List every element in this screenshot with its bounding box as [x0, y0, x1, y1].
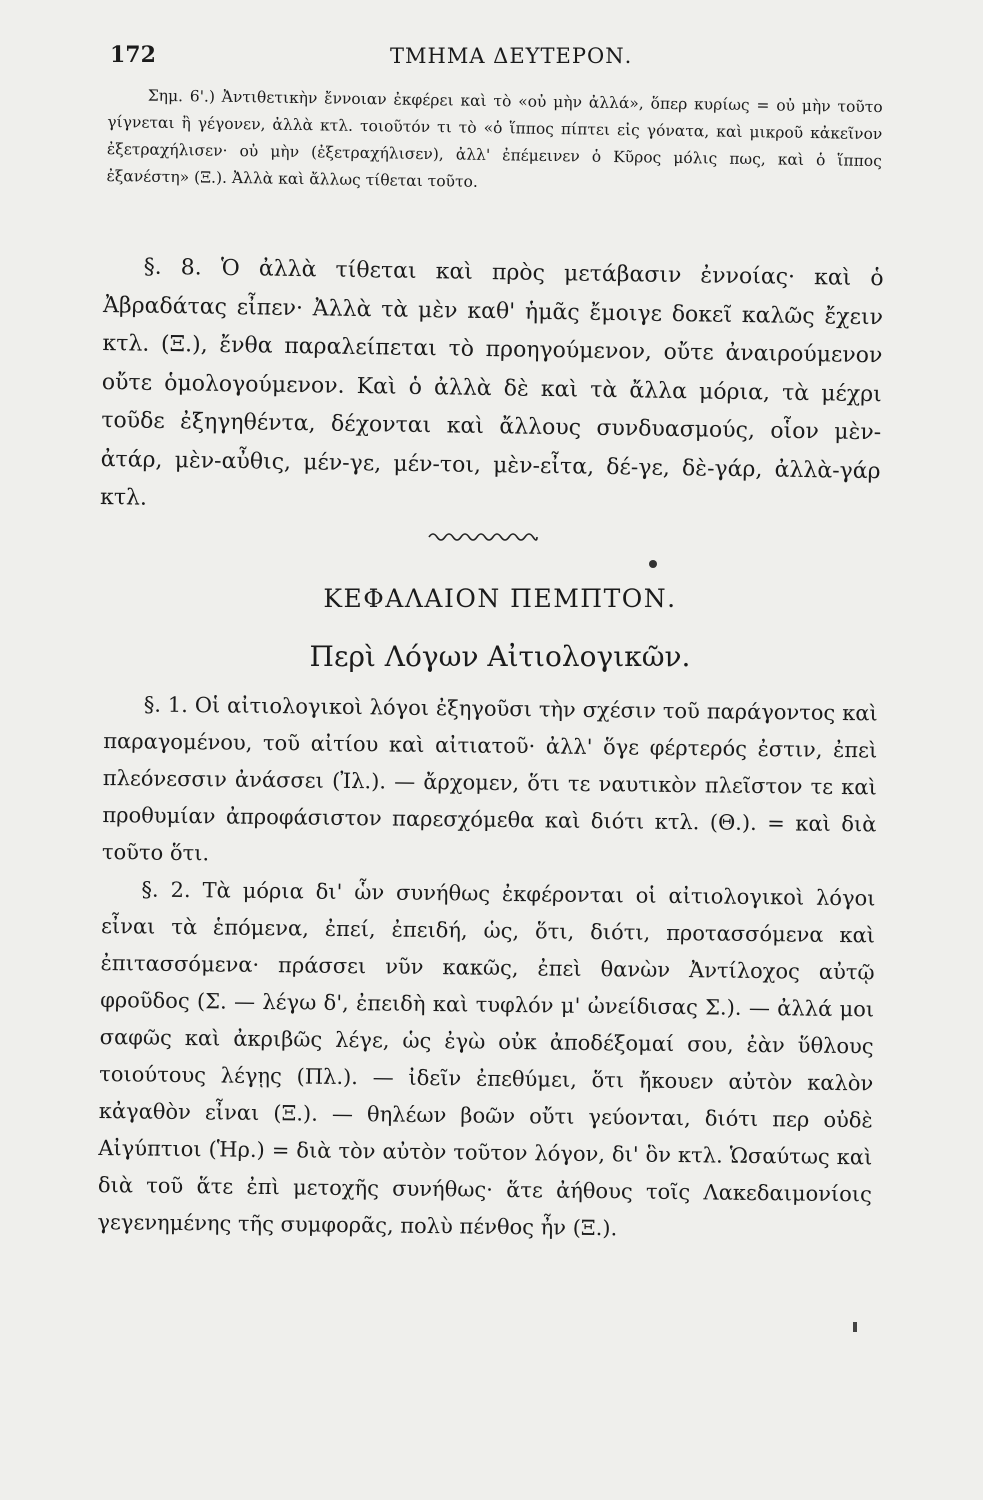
section-1-paragraph: §. 1. Οἱ αἰτιολογικοὶ λόγοι ἐξηγοῦσι τὴν σχέσιν τοῦ παράγοντος καὶ παραγομένου, τοῦ αἰτίου καὶ αἰτιατοῦ· ἀλλ' ὅγε φέρτερός ἐστιν, ἐπεὶ πλεόνεσσιν ἀνάσσει (Ἰλ.). — ἄρχομεν, ὅτι τε ναυτικὸν πλεῖστον τε καὶ προθυμίαν ἀπροφάσιστον παρεσχόμεθα καὶ διότι κτλ. (Θ.). = καὶ διὰ τοῦτο ὅτι. — [101, 692, 878, 866]
ink-dot — [649, 560, 657, 568]
chapter-body — [97, 686, 878, 1250]
running-head: ΤΜΗΜΑ ΔΕΥΤΕΡΟΝ. — [390, 44, 633, 68]
page-number: 172 — [110, 42, 156, 68]
chapter-subtitle: Περὶ Λόγων Αἰτιολογικῶν. — [309, 640, 691, 673]
chapter-title: ΚΕΦΑΛΑΙΟΝ ΠΕΜΠΤΟΝ. — [323, 584, 677, 613]
ink-mark — [853, 1322, 857, 1332]
page-header — [110, 42, 880, 82]
wavy-divider — [427, 530, 539, 544]
section-8-paragraph: §. 8. Ὁ ἀλλὰ τίθεται καὶ πρὸς μετάβασιν ἐννοίας· καὶ ὁ Ἀβραδάτας εἶπεν· Ἀλλὰ τὰ μὲν καθ' ἡμᾶς ἔμοιγε δοκεῖ καλῶς ἔχειν κτλ. (Ξ.), ἔνθα παραλείπεται τὸ προηγούμενον, οὔτε ἀναιρούμενον οὔτε ὁμολογούμενον. Καὶ ὁ ἀλλὰ δὲ καὶ τὰ ἄλλα μόρια, τὰ μέχρι τοῦδε ἐξηγηθέντα, δέχονται καὶ ἄλλους συνδυασμούς, οἷον μὲν-ἀτάρ, μὲν-αὖθις, μέν-γε, μέν-τοι, μὲν-εἶτα, δέ-γε, δὲ-γάρ, ἀλλὰ-γάρ κτλ. — [99, 254, 884, 511]
section-2-paragraph: §. 2. Τὰ μόρια δι' ὧν συνήθως ἐκφέρονται οἱ αἰτιολογικοὶ λόγοι εἶναι τὰ ἑπόμενα, ἐπεί, ἐπειδή, ὡς, ὅτι, διότι, προτασσόμενα καὶ ἐπιτασσόμενα· πράσσει νῦν κακῶς, ἐπεὶ θανὼν Ἀντίλοχος αὐτῷ φροῦδος (Σ. — λέγω δ', ἐπειδὴ καὶ τυφλόν μ' ὠνείδισας Σ.). — ἀλλά μοι σαφῶς καὶ ἀκριβῶς λέγε, ὡς ἐγὼ οὐκ ἀποδέξομαί σου, ἐὰν ὕθλους τοιούτους λέγῃς (Πλ.). — ἰδεῖν ἐπεθύμει, ὅτι ἤκουεν αὐτὸν καλὸν κἀγαθὸν εἶναι (Ξ.). — θηλέων βοῶν οὔτι γεύονται, διότι περ οὐδὲ Αἰγύπτιοι (Ἡρ.) = διὰ τὸν αὐτὸν τοῦτον λόγον, δι' ὃν κτλ. Ὡσαύτως καὶ διὰ τοῦ ἅτε ἐπὶ μετοχῆς συνήθως· ἅτε ἀήθους τοῖς Λακεδαιμονίοις γεγενημένης τῆς συμφορᾶς, πολὺ πένθος ἦν (Ξ.). — [97, 877, 876, 1241]
footnote-paragraph: Σημ. 6'.) Ἀντιθετικὴν ἔννοιαν ἐκφέρει καὶ τὸ «οὐ μὴν ἀλλά», ὅπερ κυρίως = οὐ μὴν τοῦτο γίγνεται ἢ γέγονεν, ἀλλὰ κτλ. τοιοῦτόν τι τὸ «ὁ ἵππος πίπτει εἰς γόνατα, καὶ μικροῦ κἀκεῖνον ἐξετραχήλισεν· οὐ μὴν (ἐξετραχήλισεν), ἀλλ' ἐπέμεινεν ὁ Κῦρος μόλις πως, καὶ ὁ ἵππος ἐξανέστη» (Ξ.). Ἀλλὰ καὶ ἄλλως τίθεται τοῦτο. — [106, 86, 883, 191]
